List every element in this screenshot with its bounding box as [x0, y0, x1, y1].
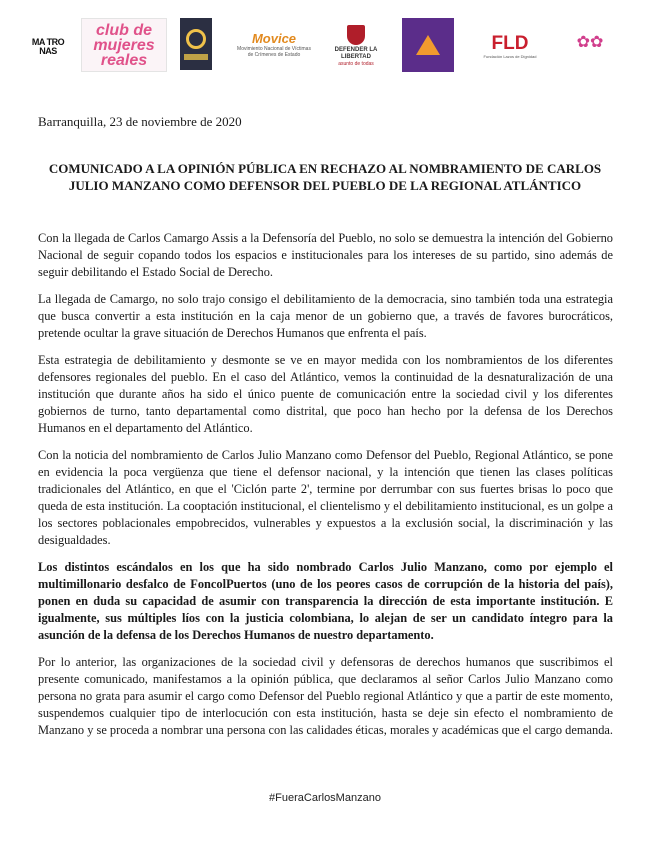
- club-de-mujeres-reales-logo: [81, 18, 167, 72]
- movice-logo-text: Movice: [251, 31, 297, 46]
- fld-logo-text: FLD: [491, 32, 529, 54]
- document-title: COMUNICADO A LA OPINIÓN PÚBLICA EN RECHAZO AL NOMBRAMIENTO DE CARLOS JULIO MANZANO COMO DEFENSOR DEL PUEBLO DE LA REGIONAL ATLÁNTICO: [48, 161, 602, 193]
- defender-logo-text: DEFENDER LA LIBERTAD: [334, 47, 378, 60]
- logos-header: [30, 14, 622, 80]
- paragraph: La llegada de Camargo, no solo trajo consigo el debilitamiento de la democracia, sino también toda una estrategia que busca convertir a esta institución en la caja menor de un gobierno que, a través de favores burocráticos, pretende ocultar la grave situación de Derechos Humanos que enfrenta el país.: [38, 292, 613, 340]
- matronas-logo-text: MA TRO NAS: [31, 37, 65, 56]
- fld-logo-subtitle: Fundación Lazos de Dignidad: [483, 53, 537, 59]
- movice-logo: [235, 28, 313, 62]
- logo-bar-icon: [184, 54, 208, 60]
- fundacion-logo: [180, 18, 212, 70]
- flower-icon: ✿✿: [576, 34, 604, 51]
- paragraph: Con la llegada de Carlos Camargo Assis a la Defensoría del Pueblo, no solo se demuestra la intención del Gobierno Nacional de seguir copando todos los espacios e institucionales para los intereses de su partido, sino además de seguir debilitando el Estado Social de Derecho.: [38, 231, 613, 279]
- shield-icon: [347, 25, 365, 45]
- fld-logo: [470, 30, 550, 62]
- paragraph: Por lo anterior, las organizaciones de la sociedad civil y defensoras de derechos humanos que suscribimos el presente comunicado, manifestamos a la opinión pública, que declaramos al señor Carlos Julio Manzano como persona no grata para asumir el cargo como Defensor del Pueblo regional Atlántico y que a partir de este momento, suspendemos cualquier tipo de interlocución con esta institución, hasta se deje sin efecto el nombramiento de Manzano y se proceda a nombrar una persona con las calidades éticas, morales y académicas que el cargo demanda.: [38, 655, 613, 737]
- triangle-icon: [416, 35, 440, 55]
- purple-triangle-logo: [402, 18, 454, 72]
- paragraph: Esta estrategia de debilitamiento y desmonte se ve en mayor medida con los nombramientos de los diferentes defensores regionales del pueblo. En el caso del Atlántico, vemos la continuidad de la desnaturalización de una institución que durante años ha sido el único puente de comunicación entre la sociedad civil y los diferentes gobiernos de turno, tanto departamental como distrital, que poco han hecho por la defensa de los Derechos Humanos en el departamento del Atlántico.: [38, 353, 613, 435]
- document-body: [38, 230, 613, 749]
- bold-paragraph: Los distintos escándalos en los que ha sido nombrado Carlos Julio Manzano, como por ejemplo el multimillonario desfalco de FoncolPuertos (uno de los peores casos de corrupción de la historia del país), ponen en duda su capacidad de asumir con transparencia la dirección de esta importante institución. E igualmente, sus múltiples líos con la justicia colombiana, lo alejan de ser un candidato íntegro para la asunción de la defensa de los Derechos Humanos de nuestro departamento.: [38, 560, 613, 642]
- defender-logo-subtitle: asunto de todas: [338, 61, 374, 67]
- matronas-logo: [30, 22, 66, 72]
- hashtag: #FueraCarlosManzano: [269, 792, 381, 804]
- flower-collective-logo: [565, 14, 615, 72]
- circle-emblem-icon: [186, 29, 206, 49]
- movice-logo-subtitle: Movimiento Nacional de Víctimas de Crímenes de Estado: [237, 46, 311, 58]
- document-date: Barranquilla, 23 de noviembre de 2020: [38, 114, 242, 129]
- club-mujeres-logo-text: club de mujeres reales: [93, 21, 155, 69]
- defender-la-libertad-logo: [333, 22, 379, 70]
- paragraph: Con la noticia del nombramiento de Carlos Julio Manzano como Defensor del Pueblo, Regional Atlántico, se pone en evidencia la poca vergüenza que tiene el defensor nacional, y la intención que tienen las clases políticas tradicionales del Atlántico, en que el 'Ciclón parte 2', termine por derrumbar con sus fuertes brisas lo poco que queda de esta institución. La cooptación institucional, el clientelismo y el debilitamiento institucional, es un golpe a los sectores poblacionales empobrecidos, vulnerables y expuestos a la exclusión social, la discriminación y las desigualdades.: [38, 448, 613, 547]
